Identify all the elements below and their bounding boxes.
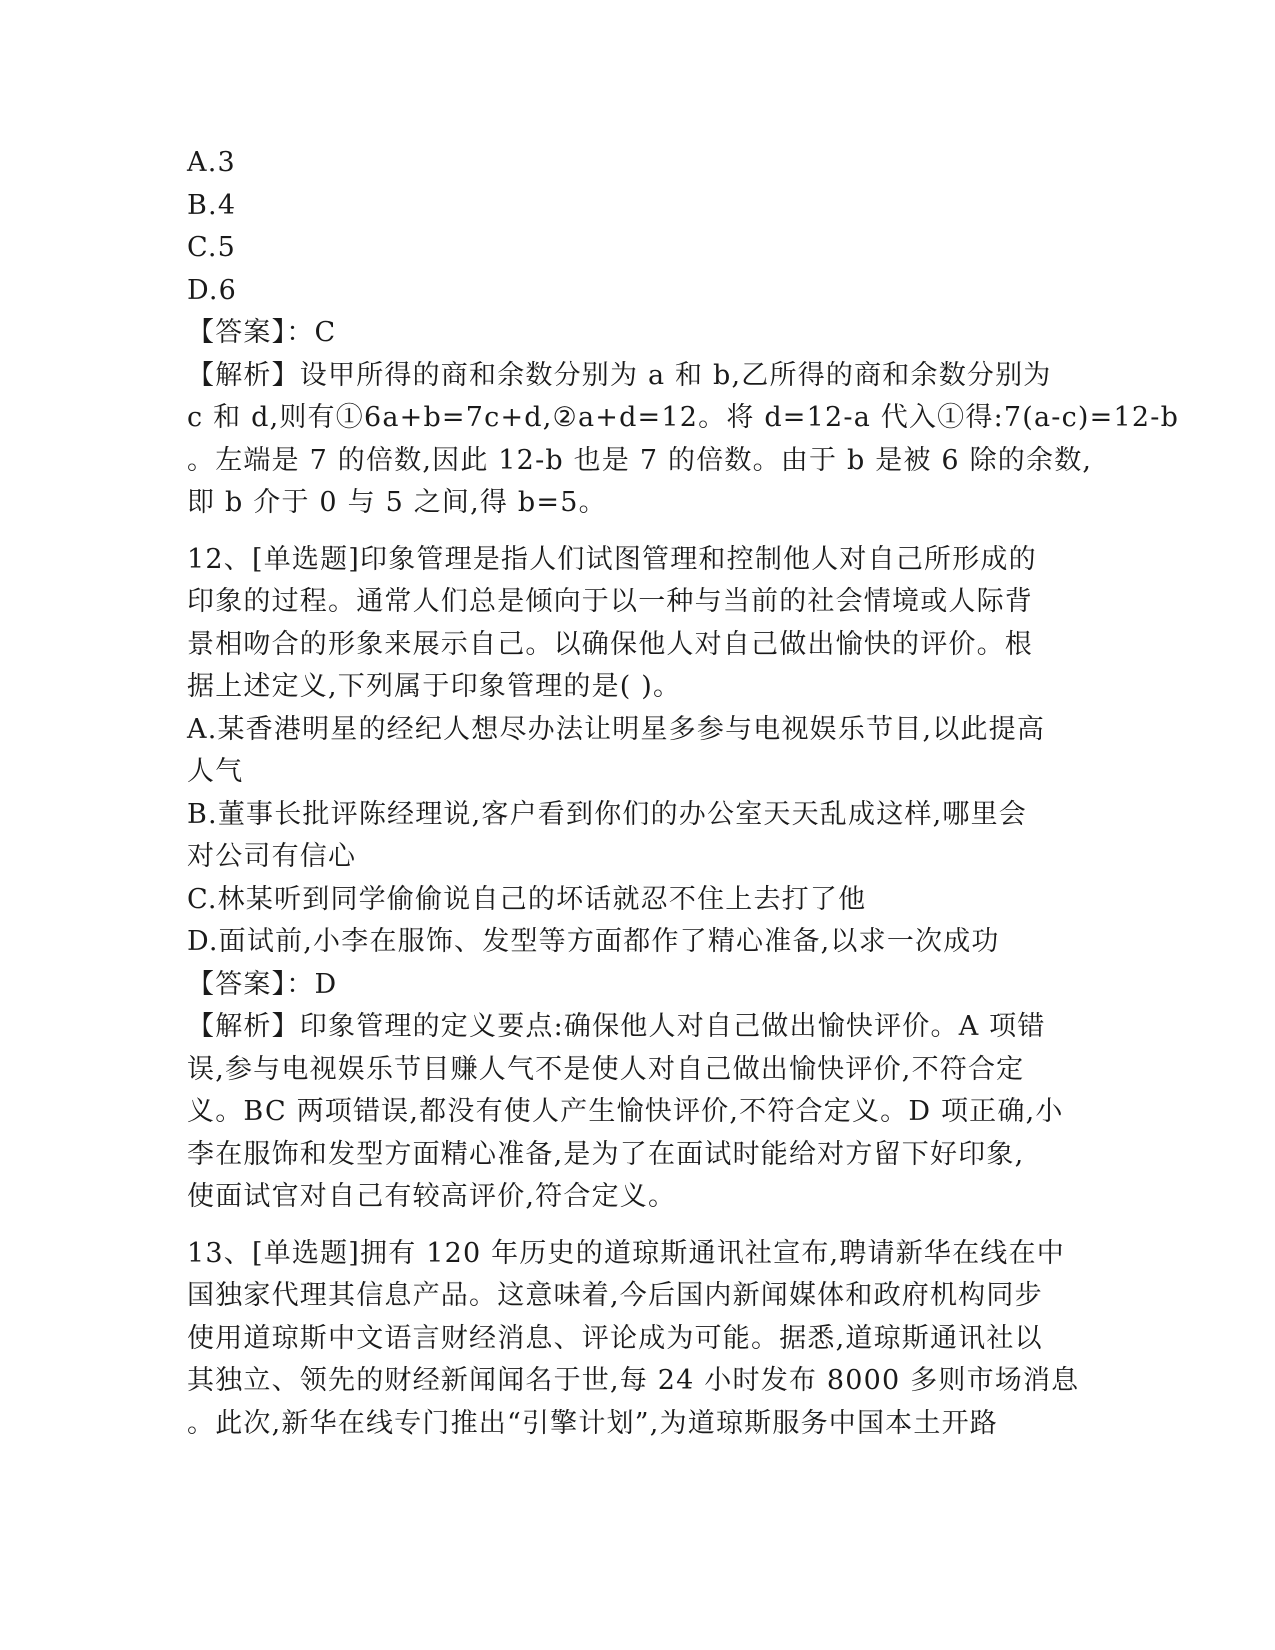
question-stem-line: 国独家代理其信息产品。这意味着,今后国内新闻媒体和政府机构同步 [187,1280,1043,1311]
option-line: 对公司有信心 [187,841,357,872]
paragraph-gap [187,525,1067,539]
analysis-line: 即 b 介于 0 与 5 之间,得 b=5。 [187,487,607,518]
option-a: A.3 [187,147,236,178]
answer-line: 【答案】：D [187,968,338,1000]
analysis-line: 【解析】印象管理的定义要点:确保他人对自己做出愉快评价。A 项错 [187,1011,1046,1042]
question-stem-line: 其独立、领先的财经新闻闻名于世,每 24 小时发布 8000 多则市场消息 [187,1365,1080,1396]
question-stem-line: 景相吻合的形象来展示自己。以确保他人对自己做出愉快的评价。根 [187,628,1033,660]
analysis-line: 李在服饰和发型方面精心准备,是为了在面试时能给对方留下好印象, [187,1138,1025,1170]
analysis-line: 【解析】设甲所得的商和余数分别为 a 和 b,乙所得的商和余数分别为 [187,359,1052,391]
analysis-line: 义。BC 两项错误,都没有使人产生愉快评价,不符合定义。D 项正确,小 [187,1096,1064,1127]
option-line: D.面试前,小李在服饰、发型等方面都作了精心准备,以求一次成功 [187,926,1000,957]
option-line: A.某香港明星的经纪人想尽办法让明星多参与电视娱乐节目,以此提高 [187,713,1046,745]
option-line: C.林某听到同学偷偷说自己的坏话就忍不住上去打了他 [187,883,867,915]
option-line: B.董事长批评陈经理说,客户看到你们的办公室天天乱成这样,哪里会 [187,798,1027,830]
option-d: D.6 [187,274,238,306]
answer-line: 【答案】：C [187,317,337,348]
analysis-line: c 和 d,则有①6a+b=7c+d,②a+d=12。将 d=12-a 代入①得:7(a-c)=12-b [187,402,1180,433]
question-stem-line: 12、[单选题]印象管理是指人们试图管理和控制他人对自己所形成的 [187,543,1037,575]
option-b: B.4 [187,189,237,221]
analysis-line: 误,参与电视娱乐节目赚人气不是使人对自己做出愉快评价,不符合定 [187,1053,1025,1085]
question-stem-line: 13、[单选题]拥有 120 年历史的道琼斯通讯社宣布,聘请新华在线在中 [187,1237,1065,1269]
question-13 [187,1233,1080,1446]
question-stem-line: 据上述定义,下列属于印象管理的是( )。 [187,671,682,702]
analysis-line: 。左端是 7 的倍数,因此 12-b 也是 7 的倍数。由于 b 是被 6 除的余数, [187,444,1093,476]
question-12 [187,539,1067,1219]
document-page [187,142,1180,1445]
option-c: C.5 [187,232,237,263]
paragraph-gap [187,1219,1067,1233]
option-line: 人气 [187,756,244,787]
question-stem-line: 印象的过程。通常人们总是倾向于以一种与当前的社会情境或人际背 [187,586,1033,617]
previous-question [187,142,1180,525]
question-stem-line: 使用道琼斯中文语言财经消息、评论成为可能。据悉,道琼斯通讯社以 [187,1322,1043,1354]
analysis-line: 使面试官对自己有较高评价,符合定义。 [187,1181,677,1212]
question-stem-line: 。此次,新华在线专门推出“引擎计划”,为道琼斯服务中国本土开路 [187,1407,998,1439]
